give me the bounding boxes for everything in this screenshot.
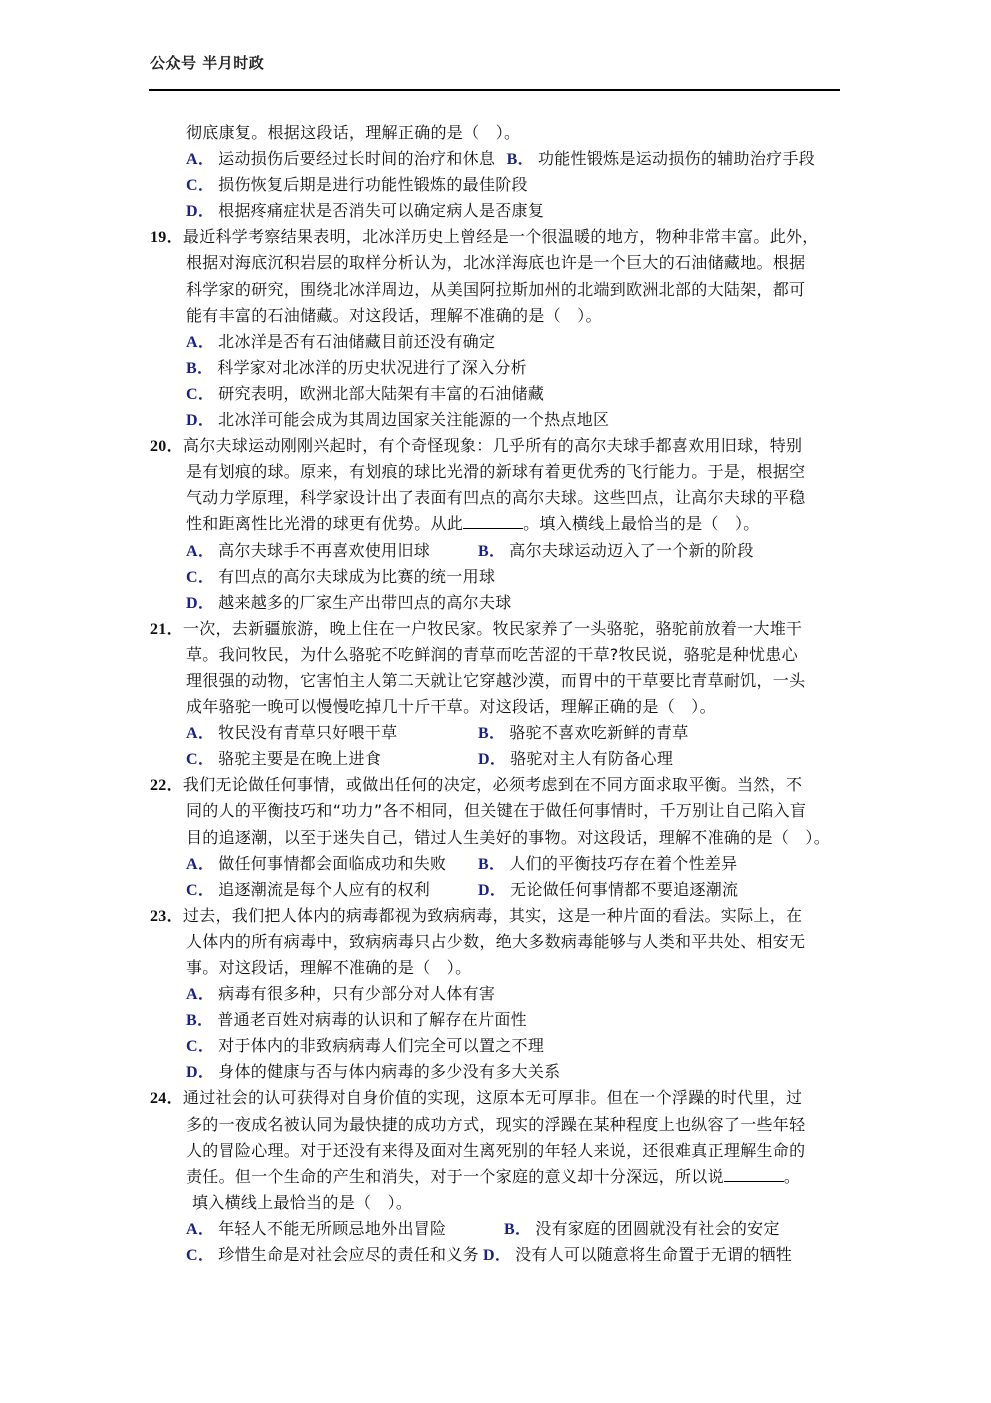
question-20-option-c: C． 有凹点的高尔夫球成为比赛的统一用球 — [186, 566, 496, 586]
question-24-stem-line: 责任。但一个生命的产生和消失，对于一个家庭的意义却十分深远，所以说 。 — [186, 1166, 801, 1186]
question-23-stem-line: 23．过去，我们把人体内的病毒都视为致病病毒，其实，这是一种片面的看法。实际上，在 — [150, 905, 803, 925]
question-19-option-c: C． 研究表明，欧洲北部大陆架有丰富的石油储藏 — [186, 383, 545, 403]
question-23-option-c: C． 对于体内的非致病病毒人们完全可以置之不理 — [186, 1036, 545, 1056]
question-18-options-row-1 — [150, 146, 850, 172]
option-letter: D． — [186, 203, 215, 221]
question-18-stem-tail: 彻底康复。根据这段话，理解正确的是（ ）。 — [186, 123, 521, 142]
question-19-stem-line: 科学家的研究，围绕北冰洋周边，从美国阿拉斯加州的北端到欧洲北部的大陆架，都可 — [186, 279, 806, 299]
question-23-stem-line: 事。对这段话，理解不准确的是（ ）。 — [186, 958, 472, 977]
question-number: 24． — [150, 1090, 183, 1108]
question-20-stem-line: 性和距离性比光滑的球更有优势。从此 。填入横线上最恰当的是（ ）。 — [186, 514, 760, 534]
question-20-option-d: D． 越来越多的厂家生产出带凹点的高尔夫球 — [186, 592, 512, 612]
question-24-options-row-1: A． 年轻人不能无所顾忌地外出冒险 B． 没有家庭的团圆就没有社会的安定 — [186, 1218, 780, 1238]
question-24-options-row-2: C． 珍惜生命是对社会应尽的责任和义务 D． 没有人可以随意将生命置于无谓的牺牲 — [186, 1245, 793, 1265]
question-19-option-d: D． 北冰洋可能会成为其周边国家关注能源的一个热点地区 — [186, 410, 610, 430]
question-19-stem-line: 根据对海底沉积岩层的取样分析认为，北冰洋海底也许是一个巨大的石油储藏地。根据 — [186, 253, 806, 273]
question-21-options-row-2: C． 骆驼主要是在晚上进食 D． 骆驼对主人有防备心理 — [186, 749, 674, 769]
question-22-stem-line: 目的追逐潮，以至于迷失自己，错过人生美好的事物。对这段话，理解不准确的是（ ）。 — [186, 827, 831, 847]
header-divider — [149, 89, 840, 91]
question-21-options-row-1: A． 牧民没有青草只好喂干草 B． 骆驼不喜欢吃新鲜的青草 — [186, 723, 689, 743]
question-22-options-row-1: A． 做任何事情都会面临成功和失败 B． 人们的平衡技巧存在着个性差异 — [186, 853, 738, 873]
option-letter: C． — [186, 177, 215, 195]
question-18-option-d — [150, 198, 850, 224]
question-23-option-a: A． 病毒有很多种，只有少部分对人体有害 — [186, 984, 496, 1004]
question-20-stem-line: 是有划痕的球。原来，有划痕的球比光滑的新球有着更优秀的飞行能力。于是，根据空 — [186, 462, 806, 482]
question-19-stem-line: 19．最近科学考察结果表明，北冰洋历史上曾经是一个很温暖的地方，物种非常丰富。此外， — [150, 227, 819, 247]
option-text: 损伤恢复后期是进行功能性锻炼的最佳阶段 — [218, 175, 528, 195]
question-23-stem-line: 人体内的所有病毒中，致病病毒只占少数，绝大多数病毒能够与人类和平共处、相安无 — [186, 931, 806, 951]
question-24-stem-line: 人的冒险心理。对于还没有来得及面对生离死别的年轻人来说，还很难真正理解生命的 — [186, 1140, 806, 1160]
question-19-stem-line: 能有丰富的石油储藏。对这段话，理解不准确的是（ ）。 — [186, 305, 602, 325]
question-19-option-a: A． 北冰洋是否有石油储藏目前还没有确定 — [186, 331, 496, 351]
option-text: 根据疼痛症状是否消失可以确定病人是否康复 — [218, 201, 545, 221]
question-18-option-c — [150, 172, 850, 198]
question-24-stem-line: 多的一夜成名被认同为最快捷的成功方式，现实的浮躁在某种程度上也纵容了一些年轻 — [186, 1114, 806, 1134]
option-letter: A． — [186, 151, 215, 169]
option-text: 运动损伤后要经过长时间的治疗和休息 — [218, 149, 496, 169]
question-21-stem-line: 理很强的动物，它害怕主人第二天就让它穿越沙漠，而胃中的干草要比青草耐饥，一头 — [186, 670, 806, 690]
question-21-stem-line: 21．一次，去新疆旅游，晚上住在一户牧民家。牧民家养了一头骆驼，骆驼前放着一大堆干 — [150, 618, 803, 638]
question-23-option-d: D． 身体的健康与否与体内病毒的多少没有多大关系 — [186, 1062, 561, 1082]
option-text: 功能性锻炼是运动损伤的辅助治疗手段 — [537, 149, 816, 169]
fill-in-blank — [463, 512, 523, 529]
question-number: 19． — [150, 229, 183, 247]
question-22-options-row-2: C． 追逐潮流是每个人应有的权利 D． 无论做任何事情都不要追逐潮流 — [186, 879, 739, 899]
question-24-stem-line: 24．通过社会的认可获得对自身价值的实现，这原本无可厚非。但在一个浮躁的时代里，过 — [150, 1088, 803, 1108]
page-header-title: 公众号 半月时政 — [150, 54, 265, 72]
question-20-stem-line: 20．高尔夫球运动刚刚兴起时，有个奇怪现象：几乎所有的高尔夫球手都喜欢用旧球，特别 — [150, 436, 803, 456]
question-20-options-row-1: A． 高尔夫球手不再喜欢使用旧球 B． 高尔夫球运动迈入了一个新的阶段 — [186, 540, 754, 560]
question-number: 20． — [150, 438, 183, 456]
question-22-stem-line: 同的人的平衡技巧和“功力”各不相同，但关键在于做任何事情时，千万别让自己陷入盲 — [186, 801, 807, 821]
question-number: 22． — [150, 777, 183, 795]
exam-content — [150, 120, 850, 1268]
question-20-stem-line: 气动力学原理，科学家设计出了表面有凹点的高尔夫球。这些凹点，让高尔夫球的平稳 — [186, 488, 806, 508]
question-23-option-b: B． 普通老百姓对病毒的认识和了解存在片面性 — [186, 1010, 527, 1030]
question-number: 21． — [150, 620, 183, 638]
question-number: 23． — [150, 907, 183, 925]
question-21-stem-line: 草。我问牧民，为什么骆驼不吃鲜润的青草而吃苦涩的干草?牧民说，骆驼是种忧患心 — [186, 644, 798, 664]
question-21-stem-line: 成年骆驼一晚可以慢慢吃掉几十斤干草。对这段话，理解正确的是（ ）。 — [186, 697, 716, 717]
question-22-stem-line: 22．我们无论做任何事情，或做出任何的决定，必须考虑到在不同方面求取平衡。当然，不 — [150, 775, 803, 795]
question-19-option-b: B． 科学家对北冰洋的历史状况进行了深入分析 — [186, 357, 527, 377]
option-letter: B． — [506, 151, 534, 169]
question-24-prompt: 填入横线上最恰当的是（ ）。 — [192, 1192, 413, 1212]
fill-in-blank — [724, 1165, 784, 1182]
